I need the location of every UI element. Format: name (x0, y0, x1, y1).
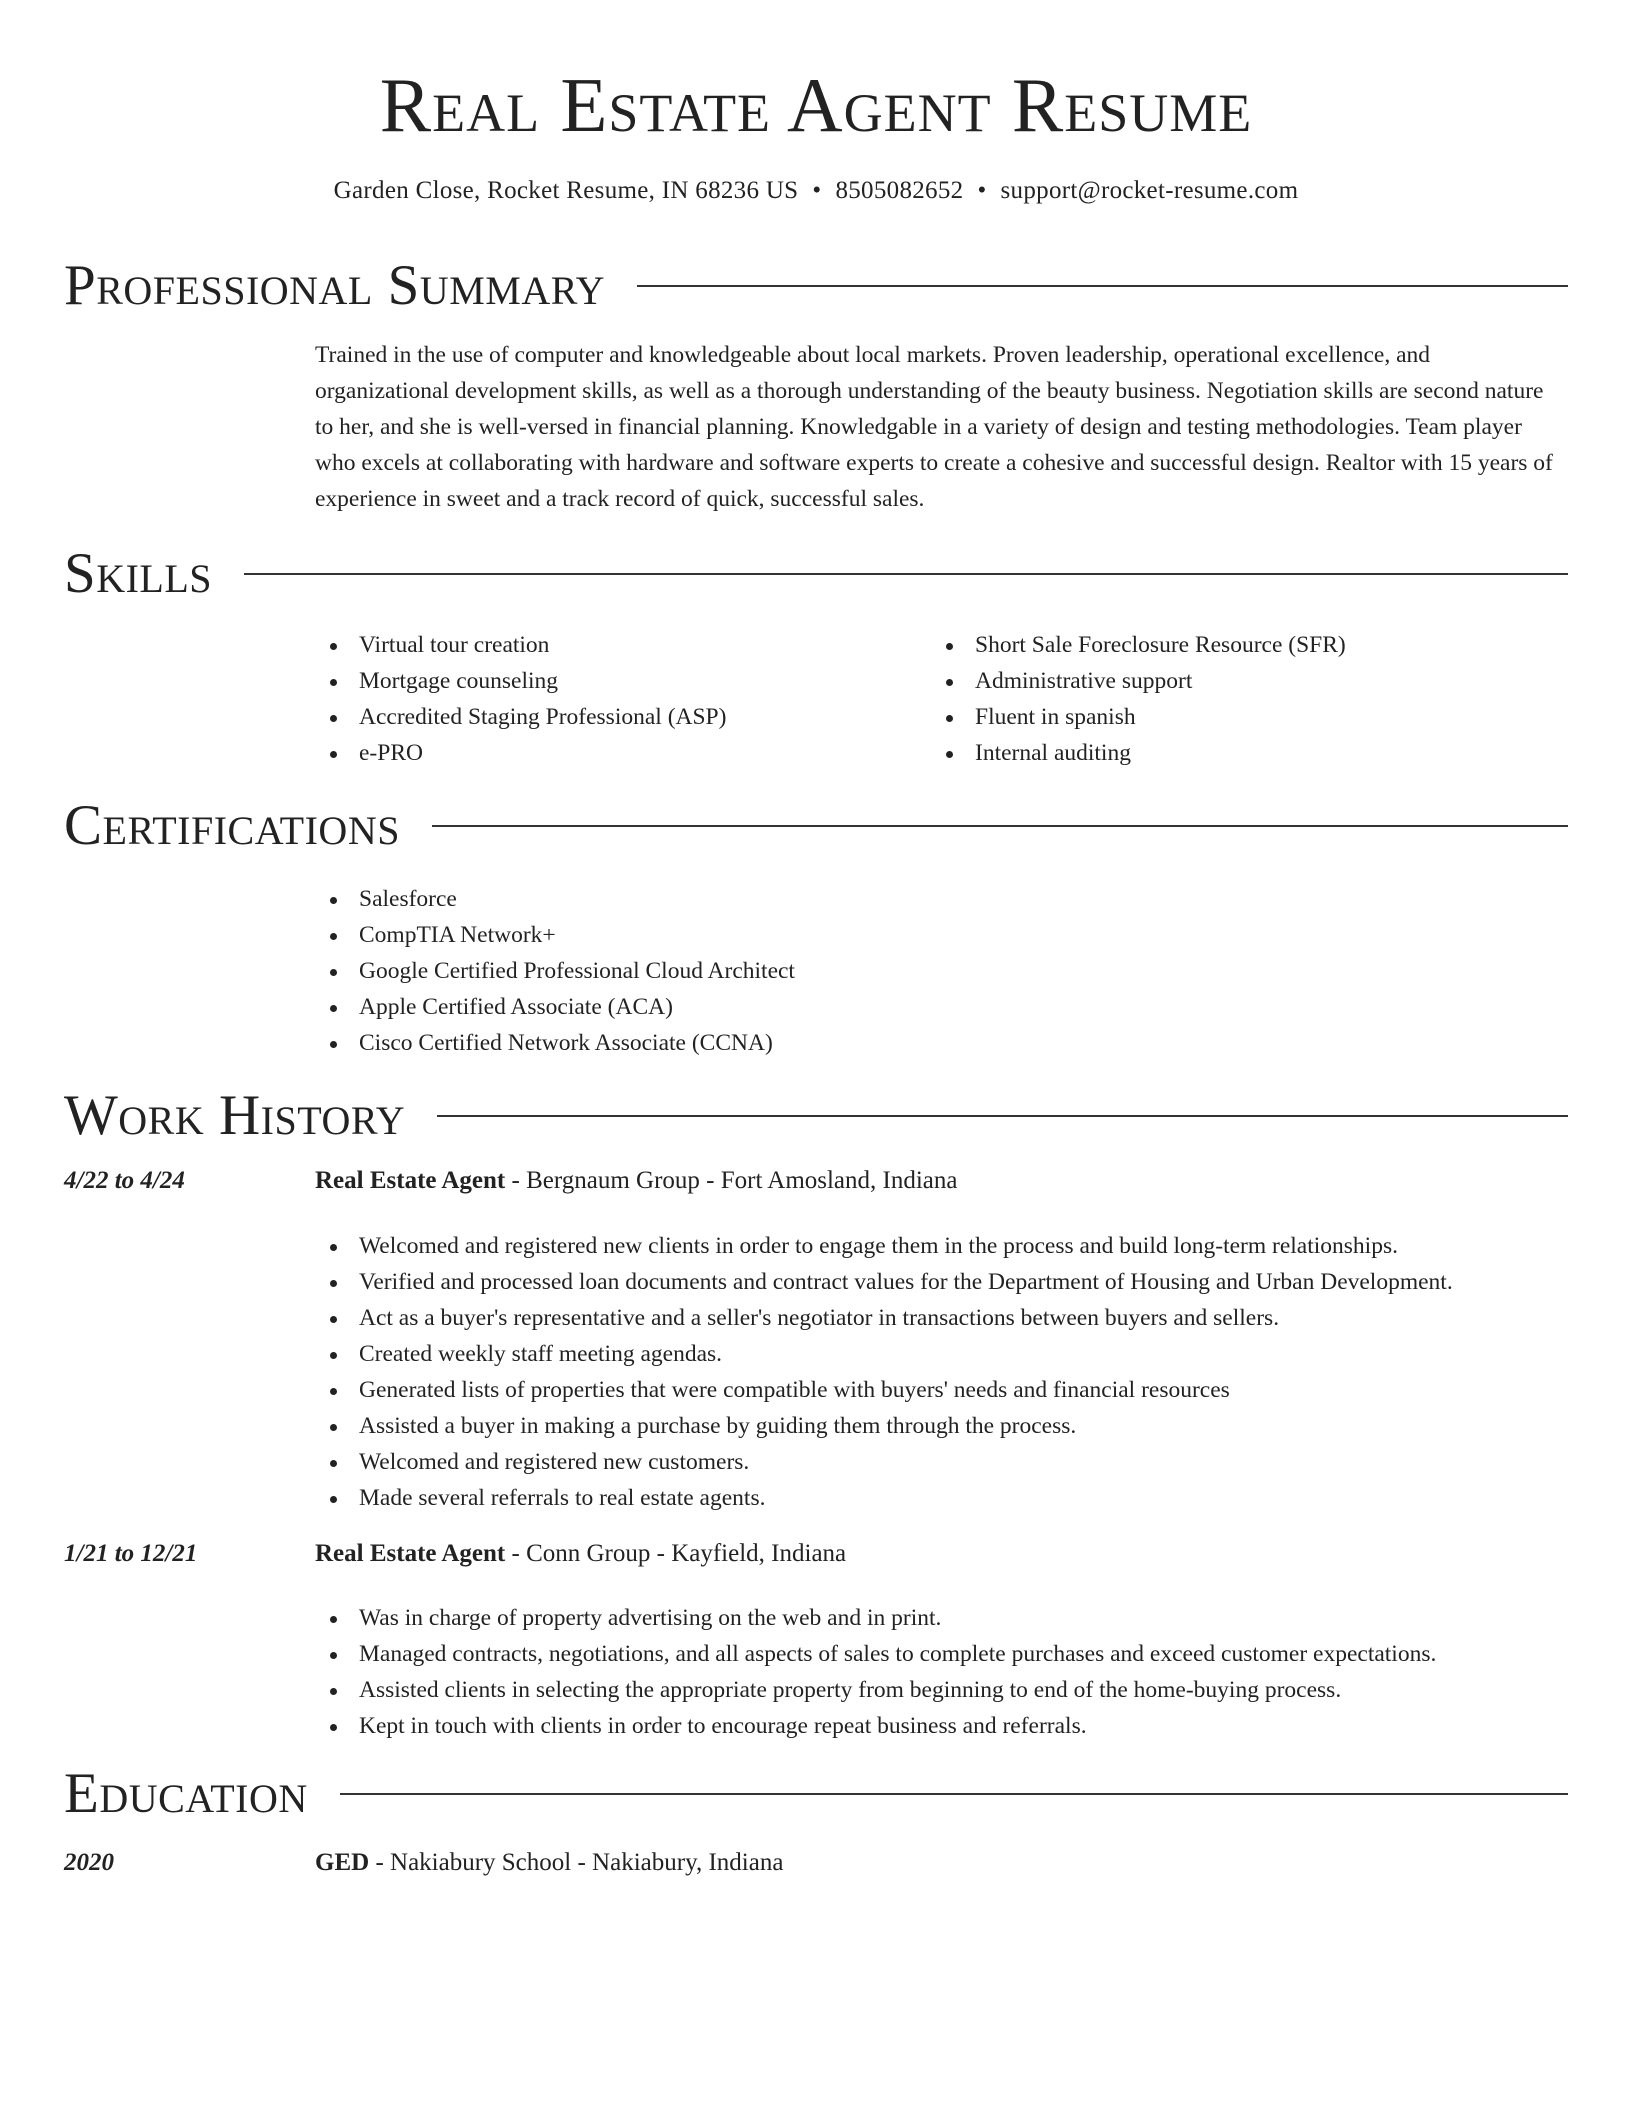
certification-item: Google Certified Professional Cloud Architect (315, 953, 1315, 989)
section-header-summary (64, 254, 1568, 318)
section-header-certifications (64, 794, 1568, 858)
section-title-skills: Skills (64, 542, 213, 605)
education-school: - Nakiabury School - Nakiabury, Indiana (369, 1849, 784, 1876)
summary-text: Trained in the use of computer and knowledgeable about local markets. Proven leadership, operational excellence, and organizational development skills, as well as a thorough understanding of the beauty business. Negotiation skills are second nature to her, and she is well-versed in financial planning. Knowledgable in a variety of design and testing methodologies. Team player who excels at collaborating with hardware and software experts to create a cohesive and successful design. Realtor with 15 years of experience in sweet and a track record of quick, successful sales. (315, 342, 1553, 512)
contact-phone: 8505082652 (835, 177, 964, 204)
job-duty: Generated lists of properties that were compatible with buyers' needs and financial resources (315, 1372, 1575, 1408)
contact-separator: • (977, 177, 987, 204)
job-role: Real Estate Agent (315, 1167, 506, 1194)
contact-line (0, 174, 1632, 208)
contact-address: Garden Close, Rocket Resume, IN 68236 US (333, 177, 799, 204)
job-duty: Made several referrals to real estate agents. (315, 1480, 1575, 1516)
section-header-education (64, 1762, 1568, 1826)
skill-item: Accredited Staging Professional (ASP) (315, 699, 915, 735)
certification-item: Salesforce (315, 881, 1315, 917)
section-title-certifications: Certifications (64, 794, 400, 857)
certification-item: Cisco Certified Network Associate (CCNA) (315, 1025, 1315, 1061)
job-heading (315, 1537, 1565, 1571)
certification-item: CompTIA Network+ (315, 917, 1315, 953)
section-divider (637, 285, 1568, 287)
job-duty: Created weekly staff meeting agendas. (315, 1336, 1575, 1372)
skill-item: Internal auditing (931, 735, 1551, 771)
section-divider (432, 825, 1568, 827)
skill-item: Administrative support (931, 663, 1551, 699)
skill-item: Mortgage counseling (315, 663, 915, 699)
skills-list-right (931, 627, 1551, 771)
skill-item: Virtual tour creation (315, 627, 915, 663)
skill-item: e-PRO (315, 735, 915, 771)
job-role: Real Estate Agent (315, 1540, 506, 1567)
job-duty: Was in charge of property advertising on the web and in print. (315, 1600, 1575, 1636)
job-employer: - Bergnaum Group - Fort Amosland, Indiana (505, 1167, 958, 1194)
contact-email: support@rocket-resume.com (1000, 177, 1299, 204)
job-heading (315, 1164, 1565, 1198)
section-divider (437, 1115, 1568, 1117)
certifications-list (315, 881, 1315, 1061)
skill-item: Short Sale Foreclosure Resource (SFR) (931, 627, 1551, 663)
education-date: 2020 (64, 1849, 114, 1876)
section-divider (340, 1793, 1568, 1795)
section-header-skills (64, 542, 1568, 606)
job-duty: Welcomed and registered new customers. (315, 1444, 1575, 1480)
education-heading (315, 1846, 1565, 1880)
job-duties-list (315, 1228, 1575, 1516)
job-duty: Managed contracts, negotiations, and all aspects of sales to complete purchases and exceed customer expectations. (315, 1636, 1575, 1672)
job-date: 4/22 to 4/24 (64, 1167, 185, 1194)
job-duty: Act as a buyer's representative and a seller's negotiator in transactions between buyers and sellers. (315, 1300, 1575, 1336)
education-degree: GED (315, 1849, 370, 1876)
contact-separator: • (812, 177, 822, 204)
job-duties-list (315, 1600, 1575, 1744)
section-title-education: Education (64, 1762, 308, 1825)
job-duty: Kept in touch with clients in order to encourage repeat business and referrals. (315, 1708, 1575, 1744)
section-title-summary: Professional Summary (64, 254, 606, 317)
job-duty: Assisted clients in selecting the appropriate property from beginning to end of the home-buying process. (315, 1672, 1575, 1708)
job-employer: - Conn Group - Kayfield, Indiana (505, 1540, 847, 1567)
section-title-work: Work History (64, 1084, 406, 1147)
job-duty: Verified and processed loan documents and contract values for the Department of Housing and Urban Development. (315, 1264, 1575, 1300)
job-duty: Assisted a buyer in making a purchase by guiding them through the process. (315, 1408, 1575, 1444)
skill-item: Fluent in spanish (931, 699, 1551, 735)
resume-title: Real Estate Agent Resume (379, 62, 1253, 148)
job-date: 1/21 to 12/21 (64, 1540, 198, 1567)
section-header-work (64, 1084, 1568, 1148)
section-divider (244, 573, 1568, 575)
certification-item: Apple Certified Associate (ACA) (315, 989, 1315, 1025)
skills-list-left (315, 627, 915, 771)
job-duty: Welcomed and registered new clients in order to engage them in the process and build long-term relationships. (315, 1228, 1575, 1264)
